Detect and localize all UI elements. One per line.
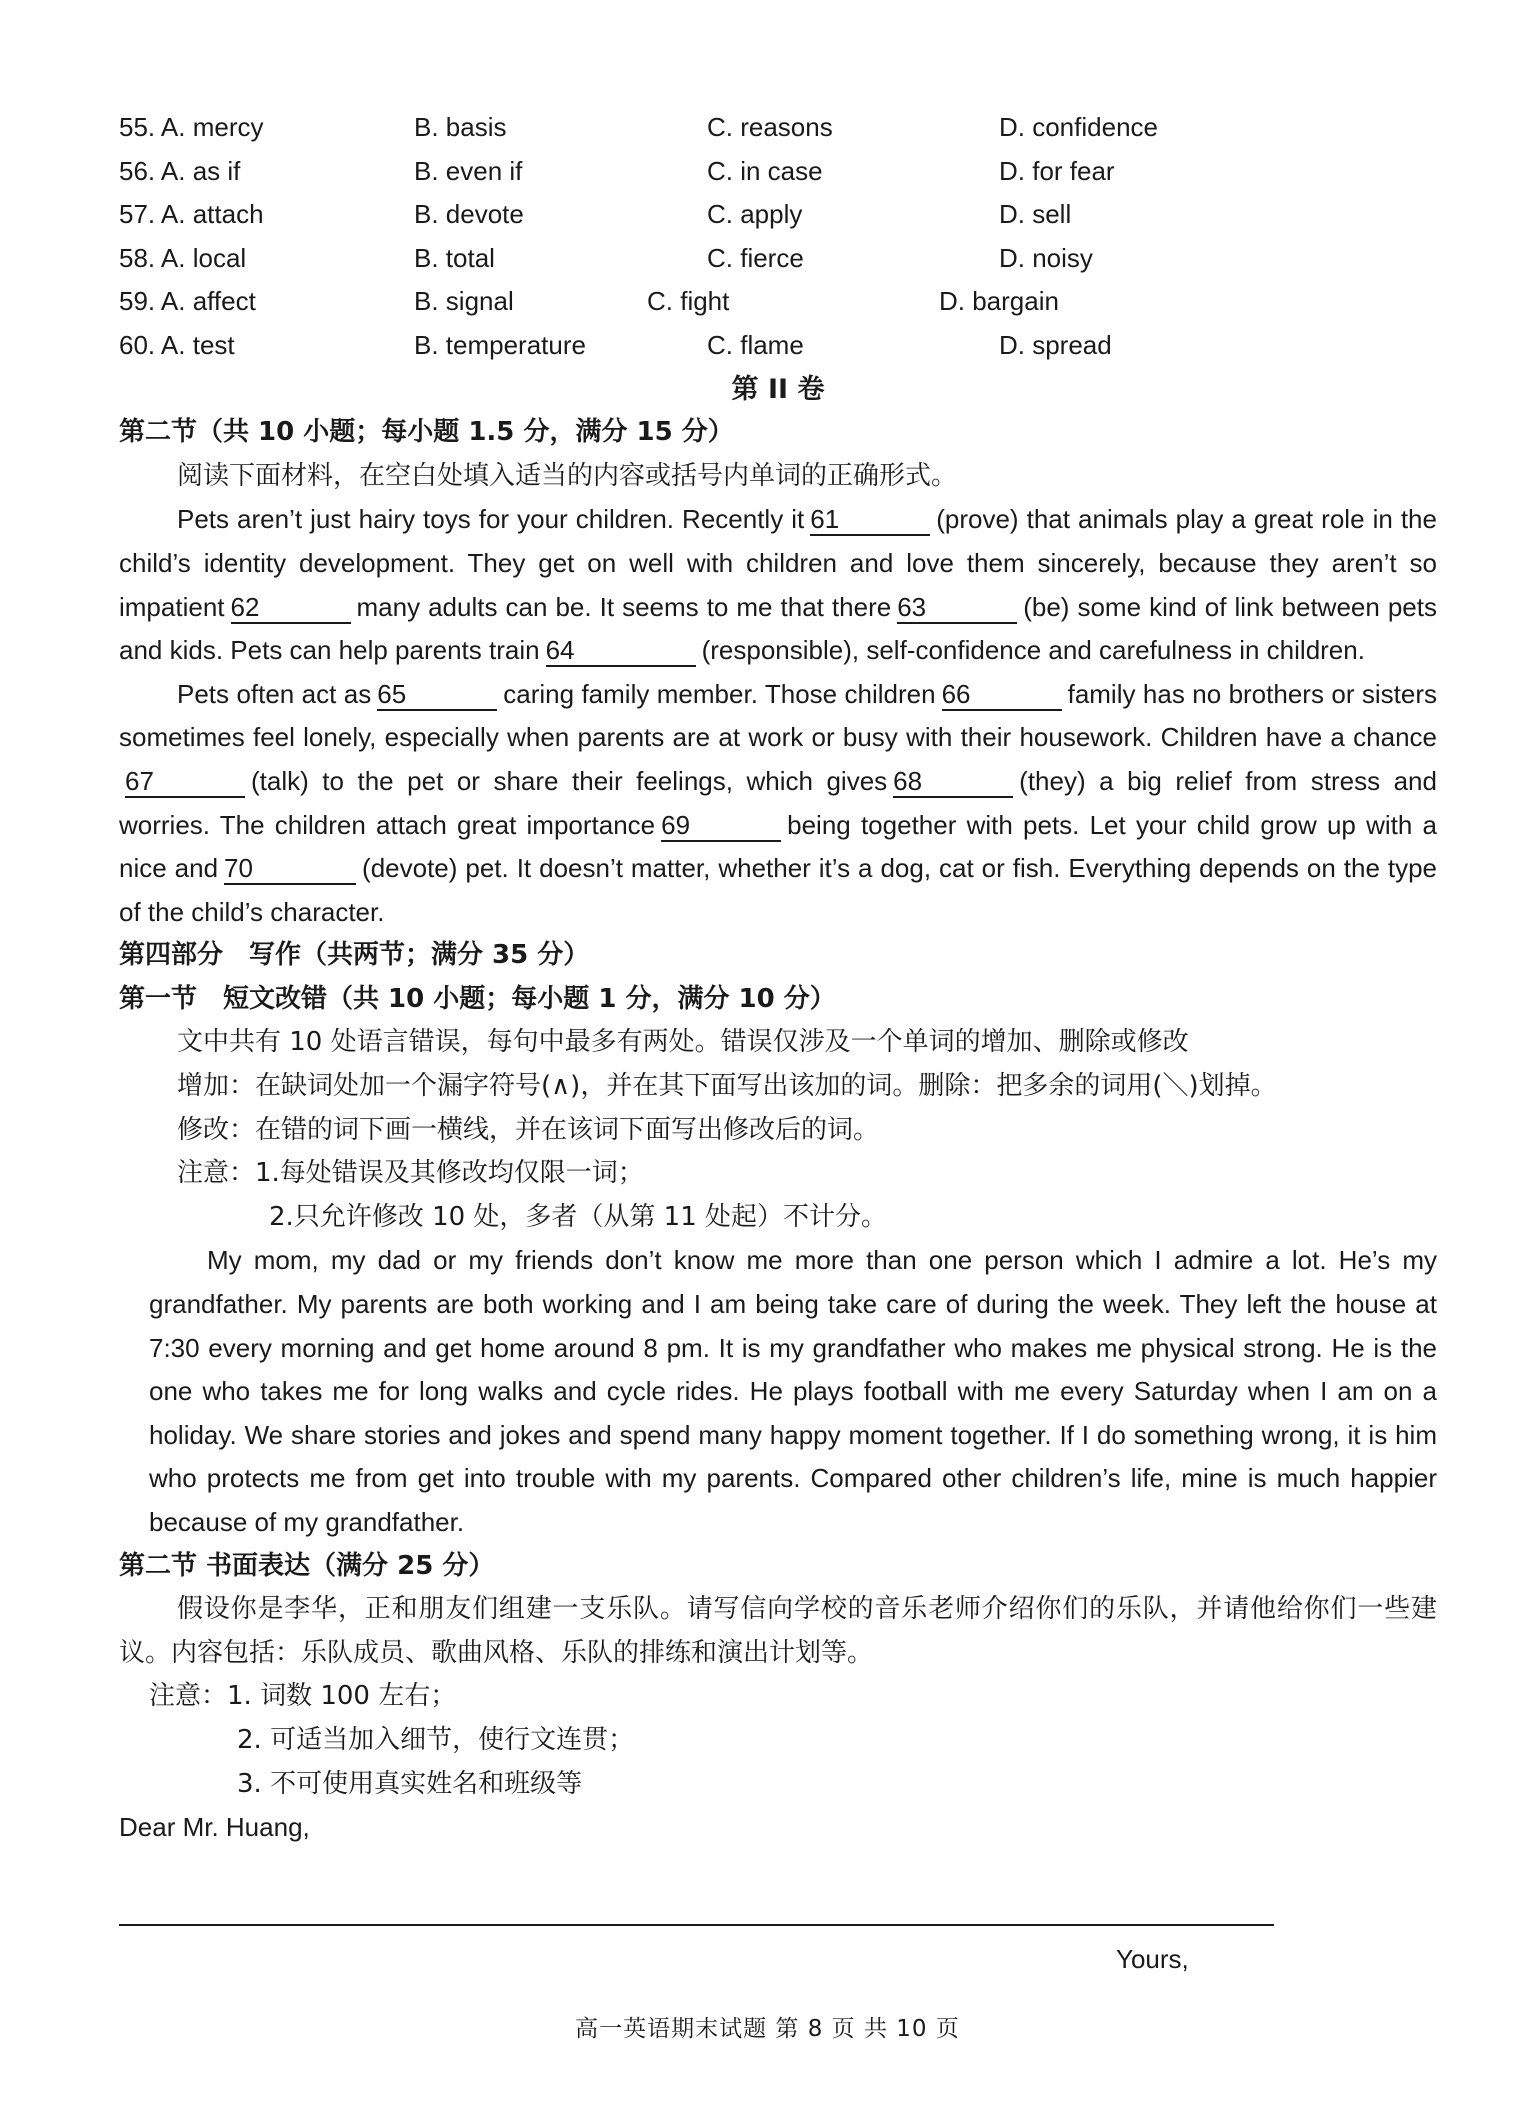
option-a: 57. A. attach — [119, 199, 264, 230]
blank-67: 67 — [125, 766, 245, 798]
answer-line[interactable] — [119, 1924, 1274, 1926]
option-b: B. basis — [414, 112, 507, 142]
grammar-section-heading: 第二节（共 10 小题；每小题 1.5 分，满分 15 分） — [119, 417, 734, 448]
passage-text: Pets often act as — [177, 678, 372, 709]
option-c: C. apply — [707, 199, 803, 230]
option-row — [119, 280, 1437, 324]
grammar-paragraph-1 — [119, 498, 1437, 672]
writing-part-heading: 第四部分 写作（共两节；满分 35 分） — [119, 940, 590, 971]
blank-66: 66 — [942, 679, 1062, 711]
option-d: D. spread — [999, 329, 1112, 360]
option-c: C. in case — [707, 155, 823, 186]
option-row — [119, 237, 1437, 281]
blank-65: 65 — [377, 679, 497, 711]
composition-note: 3. 不可使用真实姓名和班级等 — [237, 1768, 583, 1799]
passage-text: (be) some kind of link between pets and kids. Pets can help parents train — [119, 591, 1437, 666]
passage-text: (they) a big relief from stress and worries. The children attach great importance — [119, 765, 1437, 840]
option-d: D. confidence — [999, 112, 1158, 142]
volume-title: 第 II 卷 — [731, 373, 825, 405]
proofreading-passage: My mom, my dad or my friends don’t know me more than one person which I admire a lot. He’s my grandfather. My parents are both working and I am being take care of during the week. They left the house at 7:30 every morning and get home around 8 pm. It is my grandfather who makes me physical strong. He is the one who takes me for long walks and cycle rides. He plays football with me every Saturday when I am on a holiday. We share stories and jokes and spend many happy moment together. If I do something wrong, it is him who protects me from get into trouble with my parents. Compared other children’s life, mine is much happier because of my grandfather. — [149, 1245, 1437, 1537]
page-footer: 高一英语期末试题 第 8 页 共 10 页 — [575, 2016, 960, 2042]
option-row — [119, 324, 1437, 368]
option-row — [119, 193, 1437, 237]
proofreading-instruction: 增加：在缺词处加一个漏字符号(∧)，并在其下面写出该加的词。删除：把多余的词用(＼)划掉。 — [177, 1071, 1277, 1102]
passage-text: (talk) to the pet or share their feelings, which gives — [251, 765, 888, 796]
option-b: B. signal — [414, 286, 514, 317]
blank-69: 69 — [661, 810, 781, 842]
blank-61: 61 — [810, 504, 930, 536]
composition-heading: 第二节 书面表达（满分 25 分） — [119, 1550, 495, 1581]
option-b: B. temperature — [414, 329, 586, 360]
option-b: B. total — [414, 242, 495, 273]
option-a: 58. A. local — [119, 242, 247, 273]
grammar-instruction: 阅读下面材料，在空白处填入适当的内容或括号内单词的正确形式。 — [177, 460, 958, 491]
letter-greeting: Dear Mr. Huang, — [119, 1812, 310, 1843]
exam-page — [119, 106, 1437, 1850]
option-c: C. fierce — [707, 242, 804, 273]
passage-text: (prove) that animals play a great role in the child’s identity development. They get on well with children and love them sincerely, because they aren’t so impatient — [119, 504, 1437, 622]
passage-text: caring family member. Those children — [503, 678, 936, 709]
option-a: 56. A. as if — [119, 155, 241, 186]
option-d: D. sell — [999, 199, 1072, 230]
option-a: 59. A. affect — [119, 286, 256, 317]
proofreading-instruction: 修改：在错的词下画一横线，并在该词下面写出修改后的词。 — [177, 1114, 880, 1145]
option-c: C. reasons — [707, 112, 833, 142]
option-b: B. devote — [414, 199, 524, 230]
proofreading-instruction: 文中共有 10 处语言错误，每句中最多有两处。错误仅涉及一个单词的增加、删除或修改 — [177, 1027, 1189, 1058]
passage-text: family has no brothers or sisters sometimes feel lonely, especially when parents are at work or busy with their housework. Children have a chance — [119, 678, 1438, 753]
proofreading-heading: 第一节 短文改错（共 10 小题；每小题 1 分，满分 10 分） — [119, 983, 836, 1014]
letter-closing: Yours, — [1116, 1944, 1189, 1974]
proofreading-note: 注意：1.每处错误及其修改均仅限一词； — [177, 1158, 644, 1189]
composition-prompt: 假设你是李华，正和朋友们组建一支乐队。请写信向学校的音乐老师介绍你们的乐队，并请他给你们一些建议。内容包括：乐队成员、歌曲风格、乐队的排练和演出计划等。 — [119, 1594, 1437, 1668]
option-a: 60. A. test — [119, 329, 235, 360]
option-c: C. fight — [647, 286, 730, 317]
passage-text: (responsible), self-confidence and carefulness in children. — [701, 635, 1365, 666]
composition-note: 注意：1. 词数 100 左右； — [149, 1681, 457, 1712]
blank-68: 68 — [893, 766, 1013, 798]
option-b: B. even if — [414, 155, 523, 186]
option-d: D. for fear — [999, 155, 1115, 186]
option-a: 55. A. mercy — [119, 112, 264, 142]
composition-note: 2. 可适当加入细节，使行文连贯； — [237, 1724, 635, 1755]
proofreading-note: 2.只允许修改 10 处，多者（从第 11 处起）不计分。 — [269, 1201, 888, 1232]
passage-text: (devote) pet. It doesn’t matter, whether it’s a dog, cat or fish. Everything depends on the type of the child’s character. — [119, 853, 1437, 927]
option-row — [119, 150, 1437, 194]
passage-text: many adults can be. It seems to me that there — [356, 591, 892, 622]
passage-text: Pets aren’t just hairy toys for your children. Recently it — [177, 504, 805, 535]
blank-64: 64 — [546, 635, 696, 667]
option-c: C. flame — [707, 329, 804, 360]
grammar-paragraph-2 — [119, 673, 1437, 935]
option-row — [119, 106, 1437, 150]
blank-63: 63 — [897, 592, 1017, 624]
blank-70: 70 — [224, 853, 356, 885]
option-d: D. bargain — [939, 286, 1059, 317]
passage-text: being together with pets. Let your child grow up with a nice and — [119, 809, 1438, 884]
option-d: D. noisy — [999, 242, 1093, 273]
blank-62: 62 — [231, 592, 351, 624]
options-block — [119, 106, 1437, 368]
